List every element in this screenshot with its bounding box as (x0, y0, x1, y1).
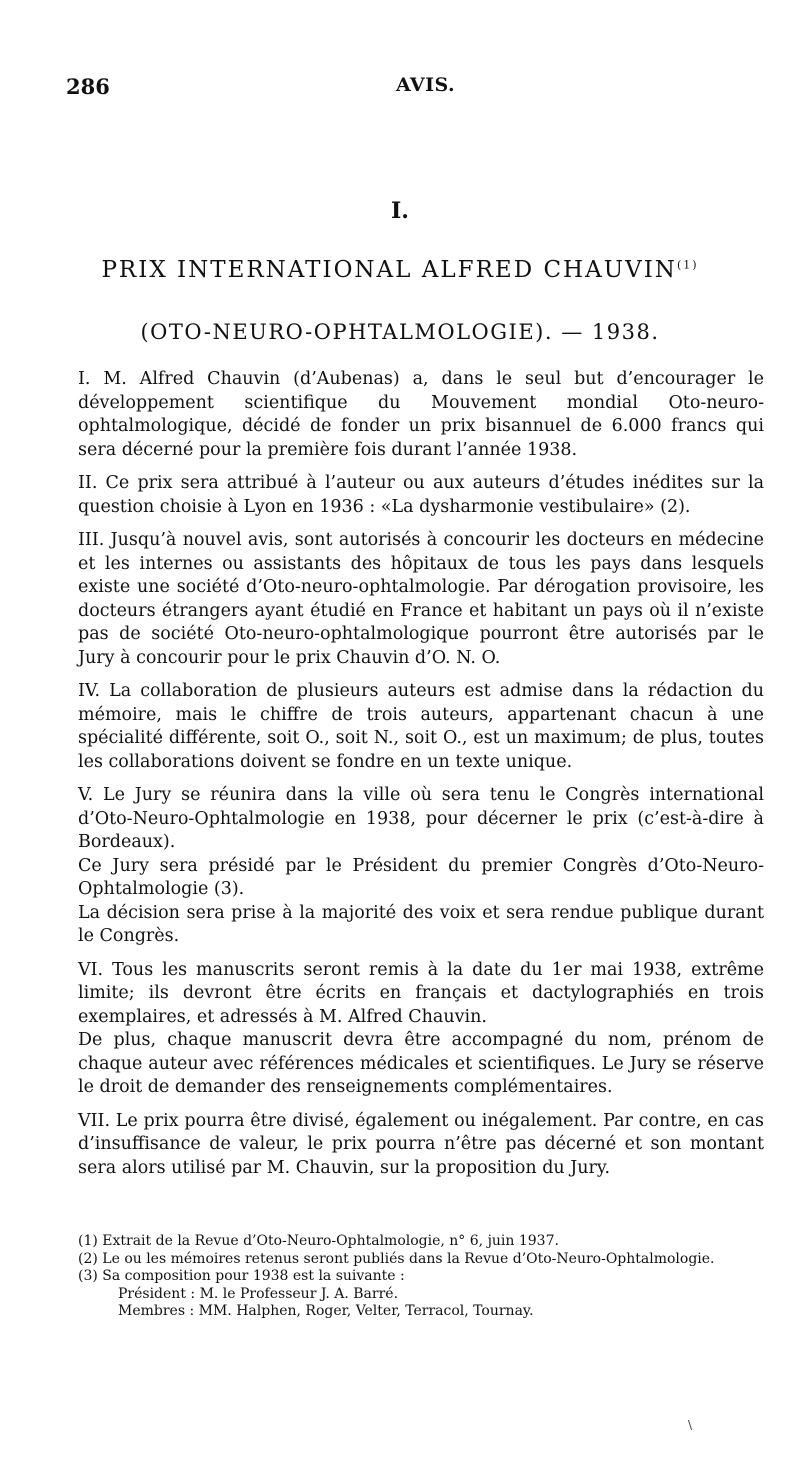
article-paragraph: V. Le Jury se réunira dans la ville où sera tenu le Congrès international d’Oto-Neuro-Ophtalmologie en 1938, pour décerner le prix (c’est-à-dire à Bordeaux). (78, 785, 764, 852)
prize-subtitle: (OTO-NEURO-OPHTALMOLOGIE). — 1938. (140, 320, 660, 344)
article-paragraph: IV. La collaboration de plusieurs auteurs est admise dans la rédaction du mémoire, mais le chiffre de trois auteurs, appartenant chacun à une spécialité différente, soit O., soit N., soit O., est un maximum; de plus, toutes les collaborations doivent se fondre en un texte unique. (78, 681, 764, 772)
page-number: 286 (66, 74, 110, 99)
article-paragraph: I. M. Alfred Chauvin (d’Aubenas) a, dans le seul but d’encourager le développement scientifique du Mouvement mondial Oto-neuro-ophtalmologique, décidé de fonder un prix bisannuel de 6.000 francs qui sera décerné pour la première fois durant l’année 1938. (78, 369, 764, 460)
prize-title-text: PRIX INTERNATIONAL ALFRED CHAUVIN (101, 257, 677, 283)
running-title: AVIS. (396, 74, 456, 96)
article-4 (78, 680, 764, 774)
article-paragraph: VII. Le prix pourra être divisé, également ou inégalement. Par contre, en cas d’insuffisance de valeur, le prix pourra n’être pas décerné et son montant sera alors utilisé par M. Chauvin, sur la proposition du Jury. (78, 1110, 764, 1178)
article-5 (78, 784, 764, 949)
footnote-2: (2) Le ou les mémoires retenus seront publiés dans la Revue d’Oto-Neuro-Ophtalmologie. (78, 1250, 715, 1267)
body-text (78, 368, 764, 1180)
article-paragraph: II. Ce prix sera attribué à l’auteur ou aux auteurs d’études inédites sur la question choisie à Lyon en 1936 : «La dysharmonie vestibulaire» (2). (78, 473, 764, 517)
article-paragraph: VI. Tous les manuscrits seront remis à la date du 1er mai 1938, extrême limite; ils devront être écrits en français et dactylographiés en trois exemplaires, et adressés à M. Alfred Chauvin. (78, 959, 764, 1027)
prize-title (0, 257, 800, 283)
article-1 (78, 368, 764, 462)
running-head (66, 74, 734, 104)
article-paragraph: Ce Jury sera présidé par le Président du premier Congrès d’Oto-Neuro-Ophtalmologie (3). (78, 855, 764, 899)
margin-mark: \ (688, 1418, 693, 1432)
article-paragraph: La décision sera prise à la majorité des voix et sera rendue publique durant le Congrès. (78, 902, 764, 946)
footnote-1: (1) Extrait de la Revue d’Oto-Neuro-Ophtalmologie, n° 6, juin 1937. (78, 1233, 559, 1249)
footnote-ref-1: (1) (676, 258, 699, 272)
article-paragraph: III. Jusqu’à nouvel avis, sont autorisés à concourir les docteurs en médecine et les internes ou assistants des hôpitaux de tous les pays dans lesquels existe une société d’Oto-neuro-ophtalmologie. Par dérogation provisoire, les docteurs étrangers ayant étudié en France et habitant un pays où il n’existe pas de société Oto-neuro-ophtalmologique pourront être autorisés par le Jury à concourir pour le prix Chauvin d’O. N. O. (78, 530, 764, 668)
article-6 (78, 959, 764, 1100)
footnote-members: Membres : MM. Halphen, Roger, Velter, Terracol, Tournay. (118, 1303, 534, 1319)
article-3 (78, 529, 764, 670)
footnote-3: (3) Sa composition pour 1938 est la suivante : (78, 1268, 405, 1284)
article-2 (78, 472, 764, 519)
article-paragraph: De plus, chaque manuscrit devra être accompagné du nom, prénom de chaque auteur avec références médicales et scientifiques. Le Jury se réserve le droit de demander des renseignements complémentaires. (78, 1030, 764, 1097)
section-number: I. (391, 198, 409, 224)
footnotes (78, 1233, 778, 1321)
article-7 (78, 1110, 764, 1181)
footnote-president: Président : M. le Professeur J. A. Barré. (118, 1285, 399, 1302)
